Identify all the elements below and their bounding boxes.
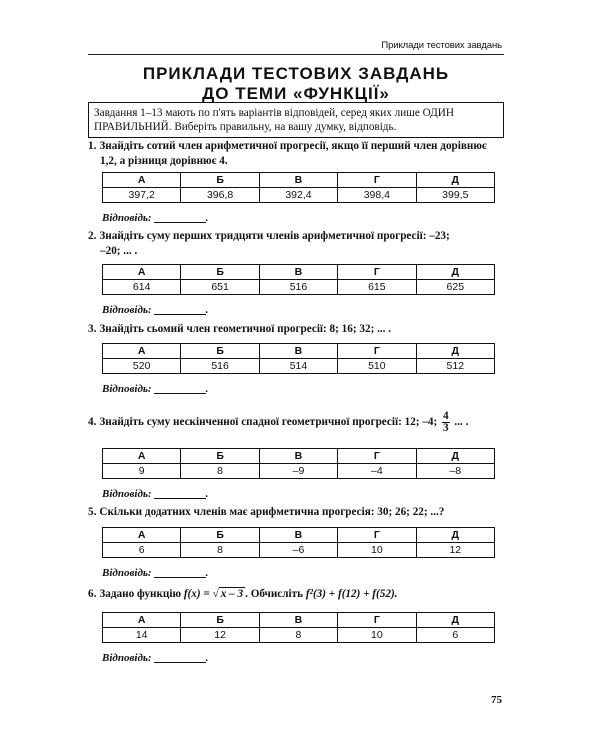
fraction: [442, 411, 450, 434]
option-letter: В: [259, 344, 337, 359]
answer-blank[interactable]: [154, 567, 206, 578]
option-value[interactable]: 625: [416, 280, 494, 295]
option-letter: Д: [416, 449, 494, 464]
page-title-line1: ПРИКЛАДИ ТЕСТОВИХ ЗАВДАНЬ: [142, 64, 450, 83]
question-number: 2.: [88, 230, 97, 242]
question-2: [88, 229, 504, 259]
option-letter: В: [259, 265, 337, 280]
answer-options-table: [102, 612, 495, 643]
question-text: Знайдіть сьомий член геометичної прогресії: 8; 16; 32; ... .: [99, 323, 392, 335]
option-value[interactable]: 12: [416, 543, 494, 558]
option-value[interactable]: 6: [103, 543, 181, 558]
option-letter: А: [103, 265, 181, 280]
option-value[interactable]: –6: [259, 543, 337, 558]
answer-line: Відповідь: .: [102, 383, 209, 395]
answer-label: Відповідь:: [102, 383, 152, 395]
question-text-cont: –20; ... .: [100, 245, 138, 257]
answer-options-table: [102, 172, 495, 203]
option-letter: А: [103, 613, 181, 628]
option-letter: Д: [416, 613, 494, 628]
option-value[interactable]: 510: [338, 359, 416, 374]
question-text: Скільки додатних членів має арифметична прогресія: 30; 26; 22; ...?: [99, 506, 445, 518]
option-value[interactable]: 9: [103, 464, 181, 479]
question-6: [88, 587, 504, 602]
option-value[interactable]: –8: [416, 464, 494, 479]
answer-label: Відповідь:: [102, 304, 152, 316]
fraction-numerator: 4: [443, 410, 449, 422]
option-value[interactable]: 397,2: [103, 188, 181, 203]
answer-line: Відповідь: .: [102, 567, 209, 579]
answer-line: Відповідь: .: [102, 488, 209, 500]
sqrt-sign: √: [212, 588, 219, 600]
page-title-line2: ДО ТЕМИ «ФУНКЦІЇ»: [202, 84, 390, 103]
option-letter: Д: [416, 265, 494, 280]
question-text-end: ... .: [454, 416, 469, 429]
option-letter: А: [103, 449, 181, 464]
option-letter: Г: [338, 528, 416, 543]
option-value[interactable]: 6: [416, 628, 494, 643]
option-letter: А: [103, 344, 181, 359]
answer-options-table: [102, 527, 495, 558]
question-1: [88, 139, 504, 169]
option-value[interactable]: 392,4: [259, 188, 337, 203]
option-value[interactable]: 516: [181, 359, 259, 374]
option-value[interactable]: 398,4: [338, 188, 416, 203]
option-value[interactable]: 615: [338, 280, 416, 295]
question-text: Задано функцію: [99, 588, 184, 600]
option-letter: В: [259, 528, 337, 543]
option-letter: Б: [181, 173, 259, 188]
question-text: Знайдіть суму перших тридцяти членів арифметичної прогресії: –23;: [99, 230, 450, 242]
answer-line: Відповідь: .: [102, 652, 209, 664]
fraction-denominator: 3: [443, 422, 449, 434]
option-letter: Г: [338, 449, 416, 464]
answer-options-table: [102, 448, 495, 479]
option-letter: Г: [338, 344, 416, 359]
option-letter: Д: [416, 173, 494, 188]
option-letter: Г: [338, 173, 416, 188]
question-text-mid: . Обчисліть: [245, 588, 306, 600]
answer-label: Відповідь:: [102, 488, 152, 500]
question-text-cont: 1,2, а різниця дорівнює 4.: [100, 155, 228, 167]
option-value[interactable]: 8: [181, 464, 259, 479]
option-value[interactable]: 520: [103, 359, 181, 374]
option-value[interactable]: 8: [181, 543, 259, 558]
option-letter: Д: [416, 344, 494, 359]
sqrt-argument: x – 3: [220, 588, 244, 600]
option-value[interactable]: 512: [416, 359, 494, 374]
answer-blank[interactable]: [154, 212, 206, 223]
answer-blank[interactable]: [154, 488, 206, 499]
option-letter: Д: [416, 528, 494, 543]
option-letter: В: [259, 613, 337, 628]
option-letter: А: [103, 528, 181, 543]
question-5: [88, 505, 504, 520]
option-letter: Б: [181, 265, 259, 280]
expression: f²(3) + f(12) + f(52).: [305, 588, 398, 600]
function-name: f(x) =: [183, 588, 213, 600]
question-number: 3.: [88, 323, 97, 335]
running-head: Приклади тестових завдань: [381, 40, 502, 51]
question-text: Знайдіть суму нескінченної спадної геометричної прогресії: 12; –4;: [99, 416, 438, 429]
question-3: [88, 322, 504, 337]
question-number: 1.: [88, 140, 97, 152]
option-value[interactable]: –9: [259, 464, 337, 479]
option-letter: Г: [338, 265, 416, 280]
option-value[interactable]: 399,5: [416, 188, 494, 203]
running-head-rule: [88, 54, 504, 55]
question-4: [88, 411, 504, 434]
option-letter: Г: [338, 613, 416, 628]
answer-label: Відповідь:: [102, 567, 152, 579]
question-number: 5.: [88, 506, 97, 518]
option-value[interactable]: 396,8: [181, 188, 259, 203]
answer-line: Відповідь: .: [102, 304, 209, 316]
answer-blank[interactable]: [154, 383, 206, 394]
option-letter: Б: [181, 449, 259, 464]
option-value[interactable]: 514: [259, 359, 337, 374]
answer-blank[interactable]: [154, 304, 206, 315]
option-letter: Б: [181, 613, 259, 628]
option-value[interactable]: 14: [103, 628, 181, 643]
option-value[interactable]: 614: [103, 280, 181, 295]
answer-label: Відповідь:: [102, 652, 152, 664]
question-number: 6.: [88, 588, 97, 600]
answer-options-table: [102, 343, 495, 374]
option-value[interactable]: 8: [259, 628, 337, 643]
option-value[interactable]: 12: [181, 628, 259, 643]
option-value[interactable]: 651: [181, 280, 259, 295]
option-letter: В: [259, 173, 337, 188]
option-value[interactable]: 10: [338, 543, 416, 558]
answer-label: Відповідь:: [102, 212, 152, 224]
option-value[interactable]: 516: [259, 280, 337, 295]
page-number: 75: [491, 694, 502, 706]
answer-line: Відповідь: .: [102, 212, 209, 224]
question-number: 4.: [88, 416, 97, 429]
option-letter: А: [103, 173, 181, 188]
question-text: Знайдіть сотий член арифметичної прогресії, якщо її перший член дорівнює: [99, 140, 487, 152]
answer-options-table: [102, 264, 495, 295]
option-value[interactable]: –4: [338, 464, 416, 479]
option-letter: В: [259, 449, 337, 464]
option-letter: Б: [181, 528, 259, 543]
instructions-box: Завдання 1–13 мають по п'ять варіантів відповідей, серед яких лише ОДИН ПРАВИЛЬНИЙ. Виберіть правильну, на вашу думку, відповідь.: [88, 102, 504, 138]
option-letter: Б: [181, 344, 259, 359]
answer-blank[interactable]: [154, 652, 206, 663]
option-value[interactable]: 10: [338, 628, 416, 643]
page-title: [88, 64, 504, 104]
